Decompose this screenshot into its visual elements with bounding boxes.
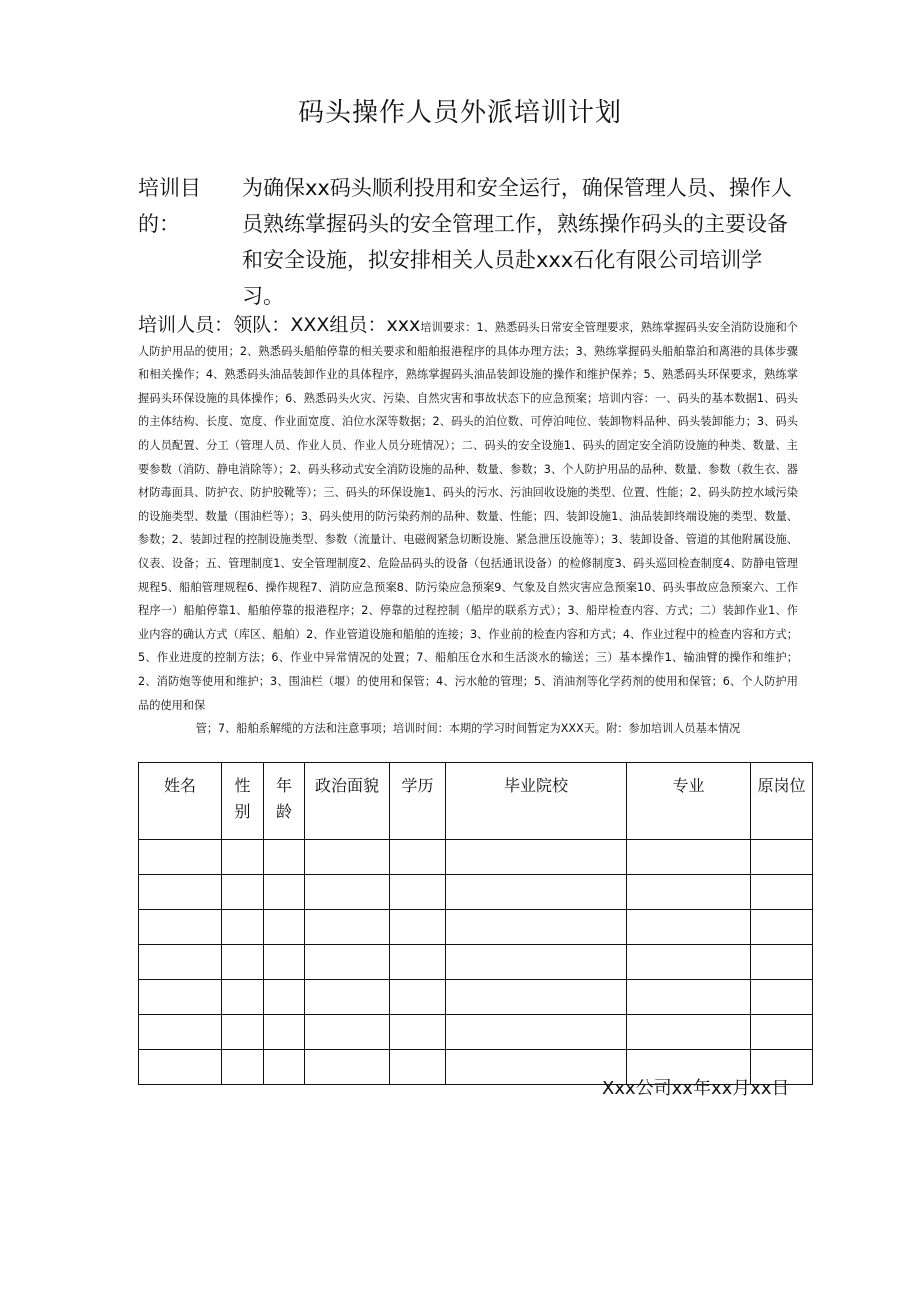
table-body <box>139 840 813 1085</box>
training-purpose <box>138 170 798 314</box>
table-cell <box>751 875 813 910</box>
table-cell <box>390 945 446 980</box>
table-cell <box>222 875 264 910</box>
table-cell <box>222 1015 264 1050</box>
table-cell <box>446 980 627 1015</box>
table-cell <box>627 910 751 945</box>
table-cell <box>751 1015 813 1050</box>
table-cell <box>305 980 390 1015</box>
personnel-line: 培训人员：领队：XXX组员：xxx <box>138 314 421 336</box>
table-cell <box>446 910 627 945</box>
purpose-label: 培训目的： <box>138 176 201 236</box>
table-cell <box>139 1050 222 1085</box>
column-header: 原岗位 <box>751 763 813 840</box>
table-row <box>139 875 813 910</box>
table-cell <box>446 1050 627 1085</box>
requirements-and-content: 培训要求：1、熟悉码头日常安全管理要求，熟练掌握码头安全消防设施和个人防护用品的使用；2、熟悉码头船舶停靠的相关要求和船舶报港程序的具体办理方法；3、熟练掌握码头船舶靠泊和离港的具体步骤和相关操作；4、熟悉码头油品装卸作业的具体程序，熟练掌握码头油品装卸设施的操作和维护保养；5、熟悉码头环保要求，熟练掌握码头环保设施的具体操作；6、熟悉码头火灾、污染、自然灾害和事故状态下的应急预案；培训内容：一、码头的基本数据1、码头的主体结构、长度、宽度、作业面宽度、泊位水深等数据；2、码头的泊位数、可停泊吨位、装卸物料品种、码头装卸能力；3、码头的人员配置、分工（管理人员、作业人员、作业人员分班情况）；二、码头的安全设施1、码头的固定安全消防设施的种类、数量、主要参数（消防、静电消除等）；2、码头移动式安全消防设施的品种、数量、参数；3、个人防护用品的品种、数量、参数（救生衣、器材防毒面具、防护衣、防护胶靴等）；三、码头的环保设施1、码头的污水、污油回收设施的类型、位置、性能；2、码头防控水域污染的设施类型、数量（围油栏等）；3、码头使用的防污染药剂的品种、数量、性能；四、装卸设施1、油品装卸终端设施的类型、数量、参数；2、装卸过程的控制设施类型、参数（流量计、电磁阀紧急切断设施、紧急泄压设施等）；3、装卸设备、管道的其他附属设施、仪表、设备；五、管理制度1、安全管理制度2、危险品码头的设备（包括通讯设备）的检修制度3、码头巡回检查制度4、防静电管理规程5、船舶管理规程6、操作规程7、消防应急预案8、防污染应急预案9、气象及自然灾害应急预案10、码头事故应急预案六、工作程序一）船舶停靠1、船舶停靠的报港程序；2、停靠的过程控制（船岸的联系方式）；3、船岸检查内容、方式；二）装卸作业1、作业内容的确认方式（库区、船舶）2、作业管道设施和船舶的连接；3、作业前的检查内容和方式；4、作业过程中的检查内容和方式；5、作业进度的控制方法；6、作业中异常情况的处置；7、船舶压仓水和生活淡水的输送；三）基本操作1、输油臂的操作和维护；2、消防炮等使用和维护；3、围油栏（堰）的使用和保管；4、污水舱的管理；5、消油剂等化学药剂的使用和保管；6、个人防护用品的使用和保 <box>138 321 798 712</box>
column-header: 性 别 <box>222 763 264 840</box>
table-cell <box>446 1015 627 1050</box>
table-cell <box>446 875 627 910</box>
table-cell <box>222 945 264 980</box>
table-cell <box>751 840 813 875</box>
table-cell <box>305 945 390 980</box>
table-cell <box>305 875 390 910</box>
table-cell <box>390 840 446 875</box>
table-cell <box>446 945 627 980</box>
table-cell <box>222 840 264 875</box>
table-cell <box>264 875 305 910</box>
table-cell <box>139 1015 222 1050</box>
table-cell <box>264 840 305 875</box>
page-title: 码头操作人员外派培训计划 <box>297 98 622 128</box>
table-cell <box>446 840 627 875</box>
table-cell <box>627 875 751 910</box>
table-cell <box>139 945 222 980</box>
table-cell <box>751 945 813 980</box>
training-details <box>138 314 798 741</box>
purpose-text: 为确保xx码头顺利投用和安全运行，确保管理人员、操作人员熟练掌握码头的安全管理工作，熟练操作码头的主要设备和安全设施，拟安排相关人员赴xxx石化有限公司培训学习。 <box>242 176 792 308</box>
table-cell <box>139 980 222 1015</box>
table-cell <box>264 980 305 1015</box>
column-header: 政治面貌 <box>305 763 390 840</box>
table-cell <box>264 1015 305 1050</box>
table-cell <box>627 840 751 875</box>
table-cell <box>264 1050 305 1085</box>
column-header: 年 龄 <box>264 763 305 840</box>
table-header-row <box>139 763 813 840</box>
table-cell <box>305 910 390 945</box>
table-cell <box>139 910 222 945</box>
column-header: 专业 <box>627 763 751 840</box>
table-cell <box>222 910 264 945</box>
table-row <box>139 840 813 875</box>
table-cell <box>390 875 446 910</box>
table-row <box>139 910 813 945</box>
table-cell <box>390 1050 446 1085</box>
table-cell <box>627 980 751 1015</box>
table-cell <box>222 980 264 1015</box>
details-tail: 管；7、船舶系解缆的方法和注意事项；培训时间：本期的学习时间暂定为XXX天。附：参加培训人员基本情况 <box>195 722 741 736</box>
participants-table <box>138 762 813 1085</box>
table-row <box>139 980 813 1015</box>
table-cell <box>751 910 813 945</box>
table-cell <box>222 1050 264 1085</box>
table-cell <box>390 1015 446 1050</box>
column-header: 学历 <box>390 763 446 840</box>
column-header: 毕业院校 <box>446 763 627 840</box>
table-cell <box>627 1015 751 1050</box>
table-row <box>139 1015 813 1050</box>
table-cell <box>390 910 446 945</box>
table-cell <box>305 1050 390 1085</box>
table-cell <box>139 840 222 875</box>
table-cell <box>139 875 222 910</box>
signature-date: Xxx公司xx年xx月xx日 <box>602 1078 790 1099</box>
table-cell <box>305 1015 390 1050</box>
table-cell <box>264 945 305 980</box>
table-row <box>139 945 813 980</box>
table-cell <box>305 840 390 875</box>
table-cell <box>751 980 813 1015</box>
table-cell <box>390 980 446 1015</box>
table-cell <box>264 910 305 945</box>
table-cell <box>627 945 751 980</box>
column-header: 姓名 <box>139 763 222 840</box>
